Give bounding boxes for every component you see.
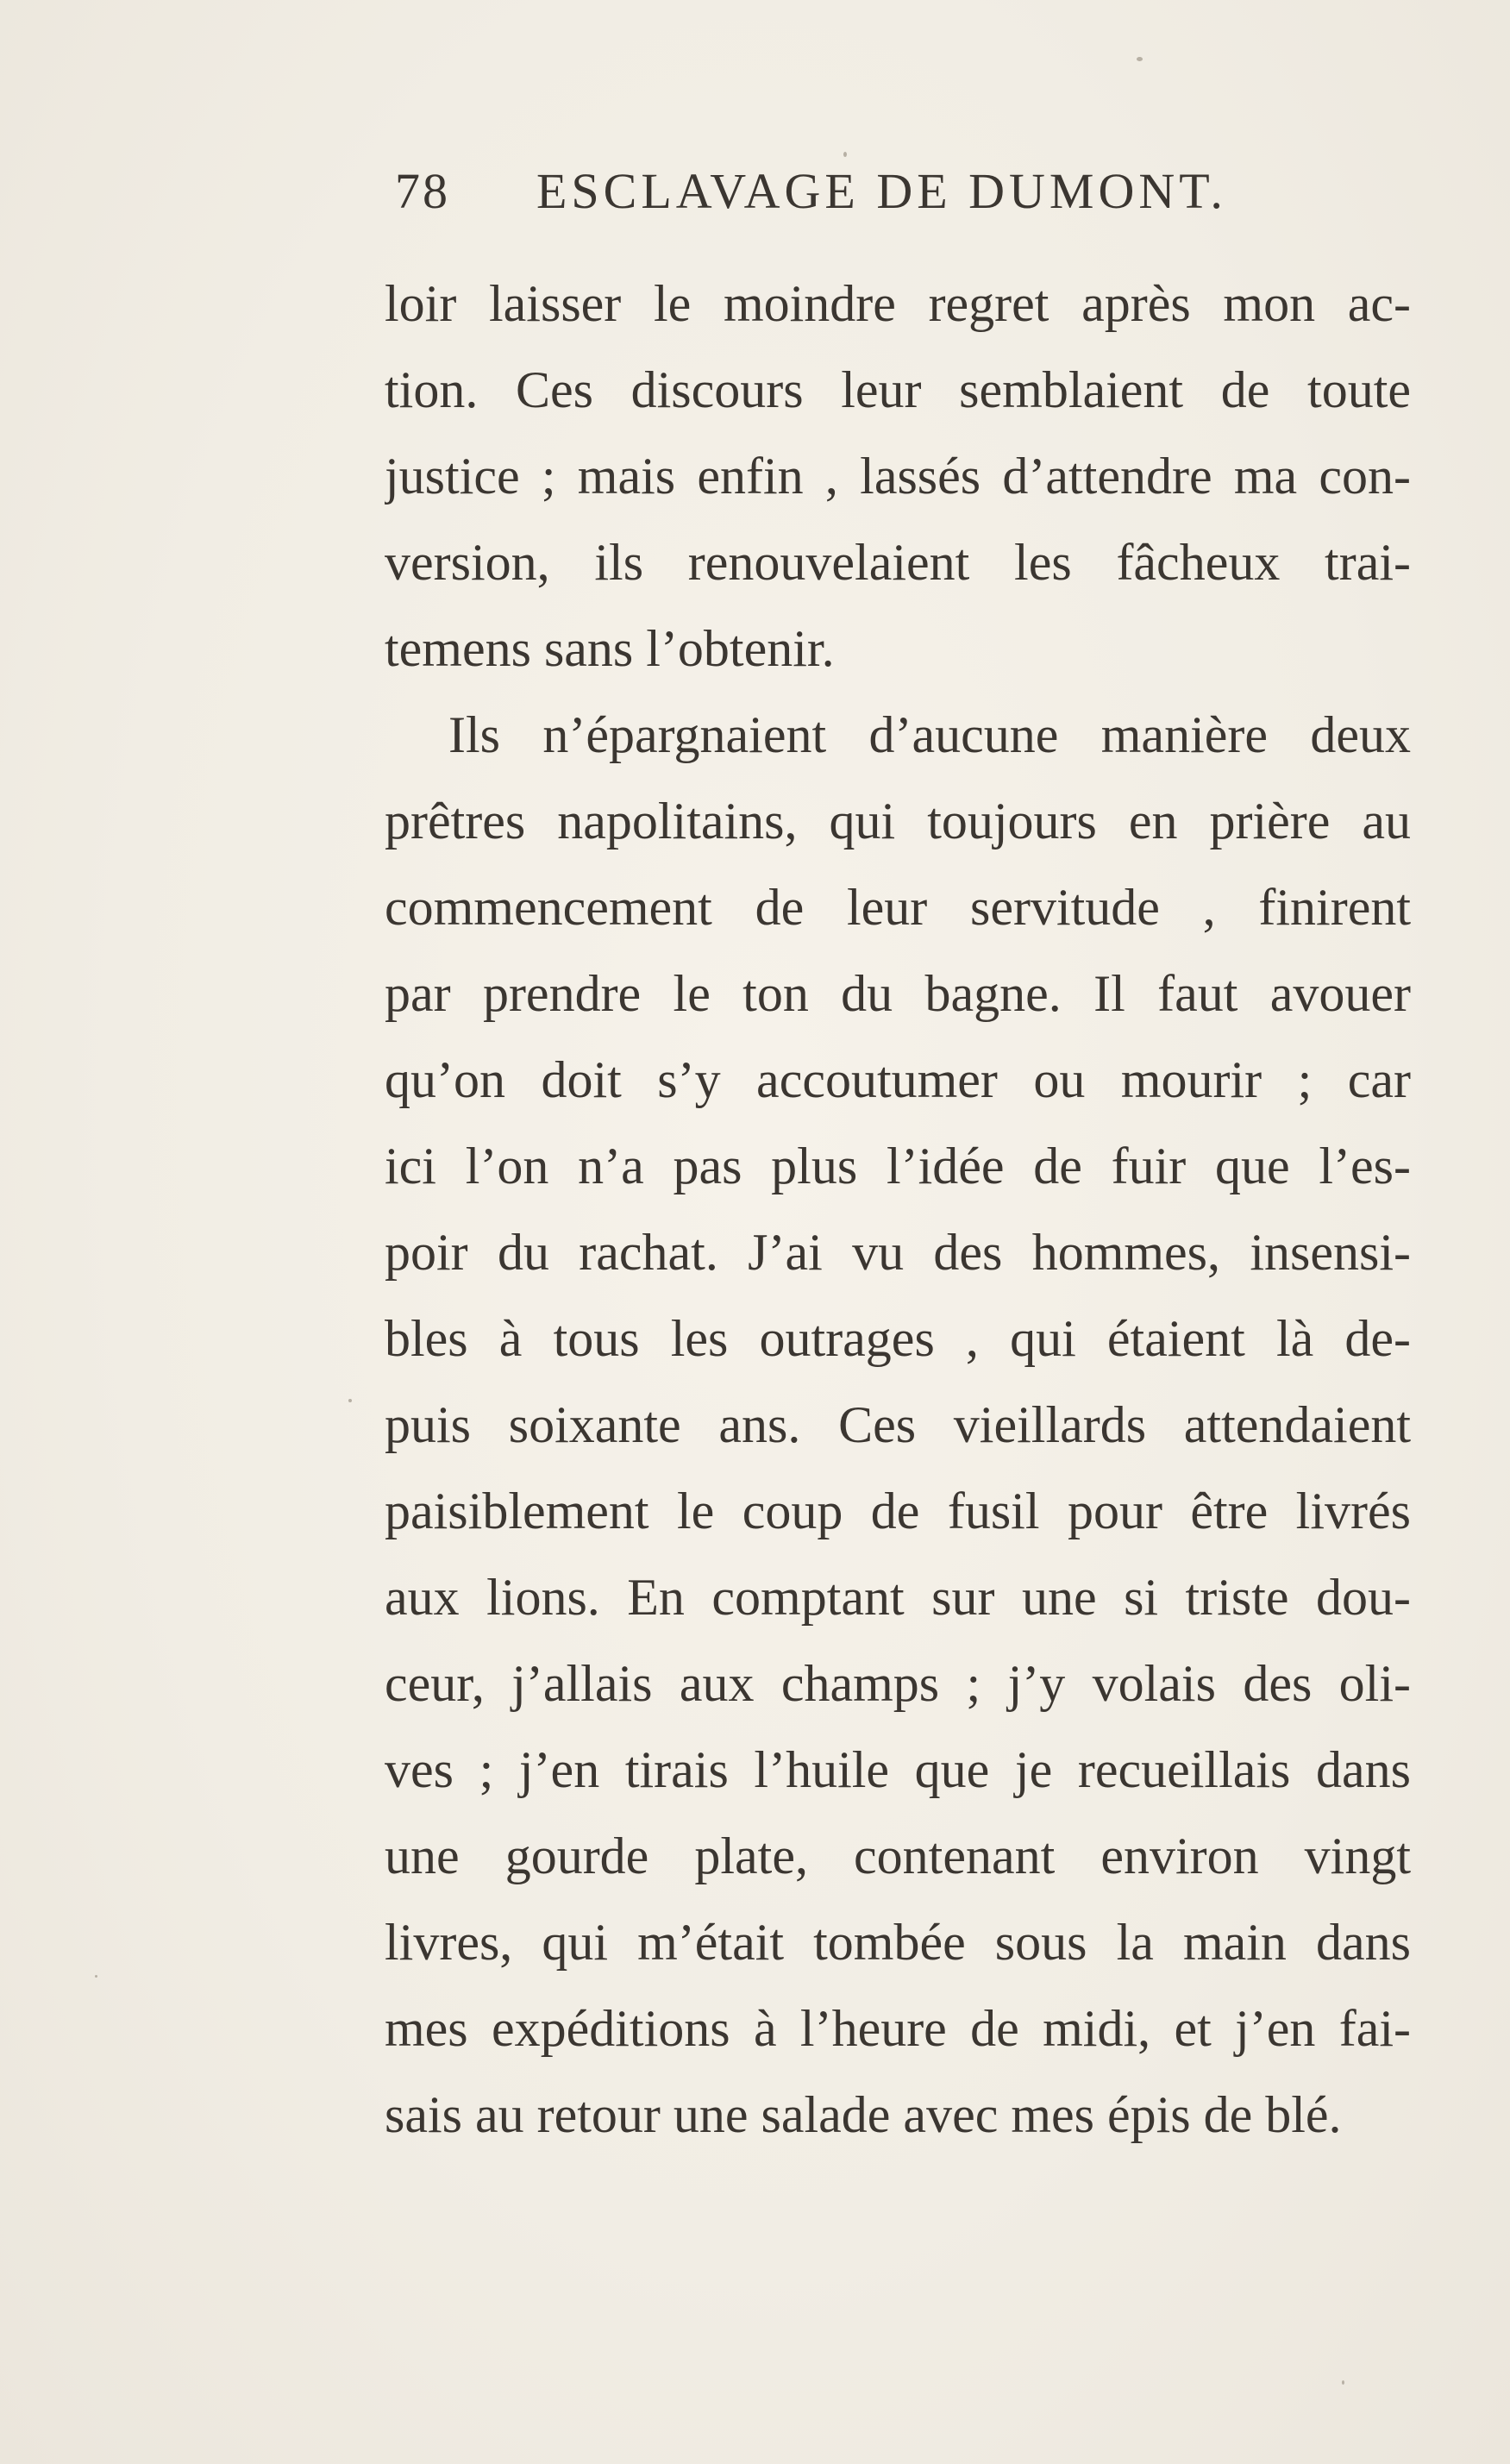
page-number: 78 <box>395 163 450 219</box>
running-title: ESCLAVAGE DE DUMONT. <box>536 163 1227 219</box>
text-line: version, ils renouvelaient les fâcheux trai- <box>385 534 1411 591</box>
paragraph-2 <box>385 692 1411 2158</box>
text-line: paisiblement le coup de fusil pour être livrés <box>385 1483 1411 1539</box>
text-line: ves ; j’en tirais l’huile que je recueillais dans <box>385 1741 1411 1798</box>
running-head <box>388 162 1406 231</box>
text-line: sais au retour une salade avec mes épis de blé. <box>385 2086 1342 2143</box>
text-line: loir laisser le moindre regret après mon ac- <box>385 275 1411 332</box>
paper-speck <box>348 1399 352 1402</box>
text-line: mes expéditions à l’heure de midi, et j’en fai- <box>385 2000 1411 2057</box>
paragraph-1 <box>385 260 1411 692</box>
text-line: temens sans l’obtenir. <box>385 620 835 677</box>
text-line: ceur, j’allais aux champs ; j’y volais des oli- <box>385 1655 1411 1712</box>
text-line: justice ; mais enfin , lassés d’attendre ma con- <box>385 448 1411 505</box>
text-line: par prendre le ton du bagne. Il faut avouer <box>385 965 1411 1022</box>
text-line: commencement de leur servitude , finirent <box>385 879 1411 936</box>
text-line: prêtres napolitains, qui toujours en prière au <box>385 793 1411 850</box>
text-line: Ils n’épargnaient d’aucune manière deux <box>448 706 1411 763</box>
text-line: puis soixante ans. Ces vieillards attendaient <box>385 1396 1411 1453</box>
paper-speck <box>843 152 847 157</box>
text-line: qu’on doit s’y accoutumer ou mourir ; car <box>385 1051 1411 1108</box>
paper-speck <box>1342 2380 1344 2385</box>
paper-speck <box>1137 57 1143 61</box>
text-line: aux lions. En comptant sur une si triste dou- <box>385 1569 1411 1626</box>
text-line: ici l’on n’a pas plus l’idée de fuir que l’es- <box>385 1138 1411 1194</box>
text-line: bles à tous les outrages , qui étaient là de- <box>385 1310 1411 1367</box>
text-line: poir du rachat. J’ai vu des hommes, insensi- <box>385 1224 1411 1281</box>
text-line: une gourde plate, contenant environ vingt <box>385 1828 1411 1884</box>
text-line: livres, qui m’était tombée sous la main dans <box>385 1914 1411 1971</box>
body-text <box>385 260 1411 2158</box>
text-line: tion. Ces discours leur semblaient de toute <box>385 361 1411 418</box>
paper-speck <box>95 1975 97 1978</box>
